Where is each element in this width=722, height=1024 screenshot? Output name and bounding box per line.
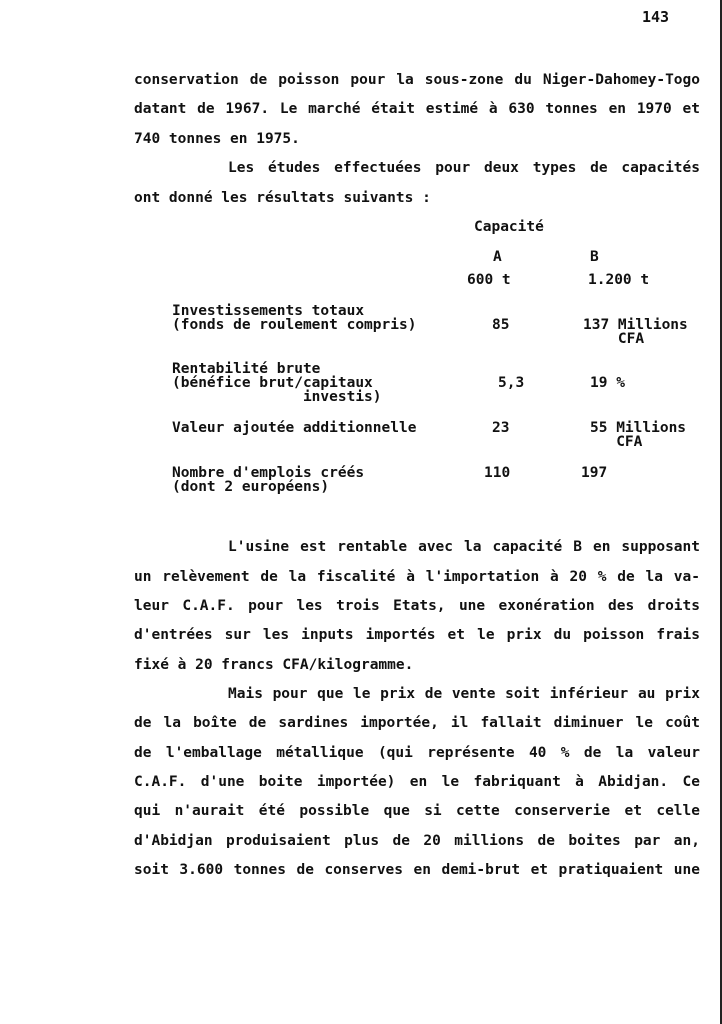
paragraph-4-line: qui n'aurait été possible que si cette conserverie et celle bbox=[134, 803, 700, 819]
paragraph-3-line: d'entrées sur les inputs importés et le prix du poisson frais bbox=[134, 627, 700, 643]
table-cell-a: 85 bbox=[492, 317, 510, 333]
table-row-label: Rentabilité brute (bénéfice brut/capitaux investis) bbox=[172, 361, 382, 405]
table-cell-a: 110 bbox=[484, 465, 511, 481]
paragraph-4-line: de l'emballage métallique (qui représente 40 % de la valeur bbox=[134, 745, 700, 761]
paragraph-4-line: de la boîte de sardines importée, il fallait diminuer le coût bbox=[134, 715, 700, 731]
paragraph-4-line: d'Abidjan produisaient plus de 20 millions de boites par an, bbox=[134, 833, 700, 849]
paragraph-1-line: 740 tonnes en 1975. bbox=[134, 131, 300, 147]
column-b-size: 1.200 t bbox=[588, 272, 650, 288]
paragraph-1-line: conservation de poisson pour la sous-zone du Niger-Dahomey-Togo bbox=[134, 72, 700, 88]
table-cell-b: 137 Millions CFA bbox=[583, 317, 688, 347]
capacity-header: Capacité bbox=[474, 219, 544, 235]
paragraph-2-line: Les études effectuées pour deux types de capacités bbox=[228, 160, 700, 176]
paragraph-3-line: fixé à 20 francs CFA/kilogramme. bbox=[134, 657, 414, 673]
paragraph-3-line: L'usine est rentable avec la capacité B en supposant bbox=[228, 539, 700, 555]
paragraph-4-line: Mais pour que le prix de vente soit inférieur au prix bbox=[228, 686, 700, 702]
paragraph-2-line: ont donné les résultats suivants : bbox=[134, 190, 431, 206]
table-row-label: Investissements totaux (fonds de roulement compris) bbox=[172, 303, 417, 333]
paragraph-3-line: leur C.A.F. pour les trois Etats, une exonération des droits bbox=[134, 598, 700, 614]
table-cell-a: 23 bbox=[492, 420, 510, 436]
table-cell-b: 55 Millions CFA bbox=[590, 420, 687, 450]
table-cell-a: 5,3 bbox=[498, 375, 525, 391]
paragraph-4-line: soit 3.600 tonnes de conserves en demi-brut et pratiquaient une bbox=[134, 862, 700, 878]
table-cell-b: 19 % bbox=[590, 375, 625, 391]
table-row-label: Valeur ajoutée additionnelle bbox=[172, 420, 417, 436]
page-number: 143 bbox=[642, 8, 670, 26]
column-b-label: B bbox=[590, 249, 599, 265]
column-a-label: A bbox=[493, 249, 502, 265]
paragraph-1-line: datant de 1967. Le marché était estimé à 630 tonnes en 1970 et bbox=[134, 101, 700, 117]
column-a-size: 600 t bbox=[467, 272, 511, 288]
table-cell-b: 197 bbox=[581, 465, 608, 481]
paragraph-4-line: C.A.F. d'une boite importée) en le fabriquant à Abidjan. Ce bbox=[134, 774, 700, 790]
paragraph-3-line: un relèvement de la fiscalité à l'importation à 20 % de la va- bbox=[134, 569, 700, 585]
table-row-label: Nombre d'emplois créés (dont 2 européens) bbox=[172, 465, 365, 495]
